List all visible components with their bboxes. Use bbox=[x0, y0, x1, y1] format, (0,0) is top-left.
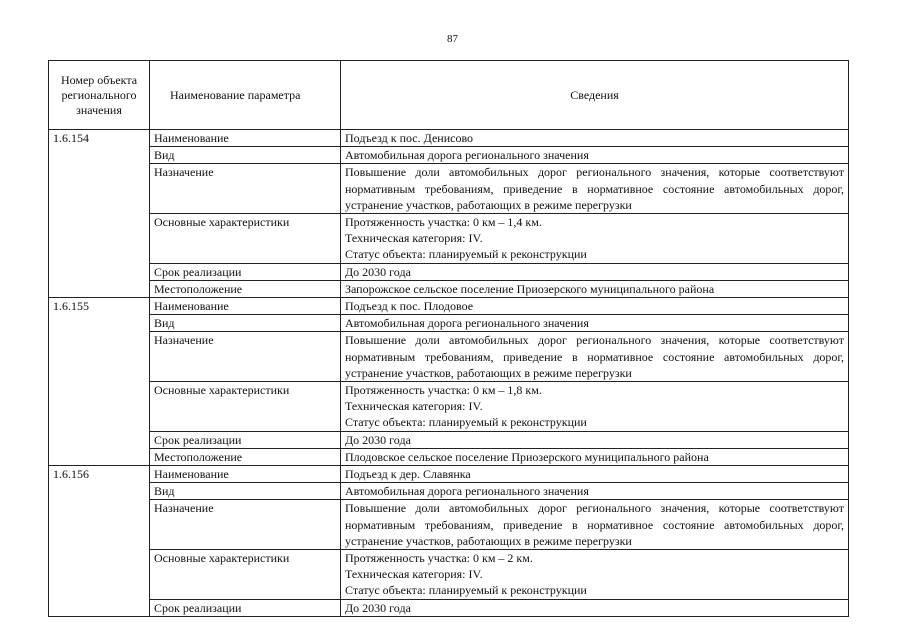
param-label: Вид bbox=[150, 315, 341, 332]
characteristic-line: Протяженность участка: 0 км – 2 км. bbox=[345, 551, 533, 566]
param-label: Вид bbox=[150, 483, 341, 500]
param-value: Повышение доли автомобильных дорог регионального значения, которые соответствуют нормативным требованиям, приведение в нормативное состояние автомобильных дорог, устранение участков, работающих в режиме перегрузки bbox=[341, 164, 849, 214]
characteristic-line: Статус объекта: планируемый к реконструкции bbox=[345, 415, 587, 430]
table-row bbox=[49, 164, 849, 214]
page-number: 87 bbox=[447, 33, 458, 45]
param-value: Подъезд к пос. Плодовое bbox=[341, 298, 849, 315]
param-label: Местоположение bbox=[150, 280, 341, 297]
param-value: Подъезд к пос. Денисово bbox=[341, 130, 849, 147]
param-value: Подъезд к дер. Славянка bbox=[341, 466, 849, 483]
table-row bbox=[49, 448, 849, 465]
table-row bbox=[49, 263, 849, 280]
header-details: Сведения bbox=[341, 61, 849, 130]
param-label: Вид bbox=[150, 147, 341, 164]
param-label: Основные характеристики bbox=[150, 550, 341, 600]
table-row bbox=[49, 483, 849, 500]
param-label: Срок реализации bbox=[150, 599, 341, 616]
param-value bbox=[341, 550, 849, 600]
table-row bbox=[49, 466, 849, 483]
table-row bbox=[49, 298, 849, 315]
param-value: Повышение доли автомобильных дорог регионального значения, которые соответствуют нормативным требованиям, приведение в нормативное состояние автомобильных дорог, устранение участков, работающих в режиме перегрузки bbox=[341, 332, 849, 382]
param-value: Запорожское сельское поселение Приозерского муниципального района bbox=[341, 280, 849, 297]
param-value: Автомобильная дорога регионального значения bbox=[341, 315, 849, 332]
table-row bbox=[49, 500, 849, 550]
table-row bbox=[49, 214, 849, 264]
table-header-row bbox=[49, 61, 849, 130]
characteristic-line: Техническая категория: IV. bbox=[345, 231, 483, 246]
param-label: Срок реализации bbox=[150, 431, 341, 448]
table-row bbox=[49, 332, 849, 382]
object-number: 1.6.155 bbox=[49, 298, 150, 466]
characteristic-line: Техническая категория: IV. bbox=[345, 567, 483, 582]
table-row bbox=[49, 280, 849, 297]
object-number: 1.6.156 bbox=[49, 466, 150, 617]
characteristic-line: Техническая категория: IV. bbox=[345, 399, 483, 414]
regional-objects-table bbox=[48, 60, 849, 617]
table-row bbox=[49, 147, 849, 164]
table-row bbox=[49, 382, 849, 432]
param-label: Назначение bbox=[150, 164, 341, 214]
param-label: Срок реализации bbox=[150, 263, 341, 280]
characteristic-line: Статус объекта: планируемый к реконструкции bbox=[345, 247, 587, 262]
table-row bbox=[49, 550, 849, 600]
param-value: Повышение доли автомобильных дорог регионального значения, которые соответствуют нормативным требованиям, приведение в нормативное состояние автомобильных дорог, устранение участков, работающих в режиме перегрузки bbox=[341, 500, 849, 550]
param-value bbox=[341, 382, 849, 432]
param-value: Плодовское сельское поселение Приозерского муниципального района bbox=[341, 448, 849, 465]
object-number: 1.6.154 bbox=[49, 130, 150, 298]
param-label: Назначение bbox=[150, 500, 341, 550]
param-label: Местоположение bbox=[150, 448, 341, 465]
table-row bbox=[49, 315, 849, 332]
header-object-number: Номер объекта регионального значения bbox=[49, 61, 150, 130]
param-label: Наименование bbox=[150, 298, 341, 315]
param-label: Наименование bbox=[150, 466, 341, 483]
param-value: Автомобильная дорога регионального значения bbox=[341, 483, 849, 500]
param-value: Автомобильная дорога регионального значения bbox=[341, 147, 849, 164]
header-parameter-name: Наименование параметра bbox=[150, 61, 341, 130]
param-value: До 2030 года bbox=[341, 263, 849, 280]
characteristic-line: Статус объекта: планируемый к реконструкции bbox=[345, 583, 587, 598]
table-row bbox=[49, 130, 849, 147]
param-label: Основные характеристики bbox=[150, 214, 341, 264]
param-label: Назначение bbox=[150, 332, 341, 382]
param-value: До 2030 года bbox=[341, 599, 849, 616]
param-label: Основные характеристики bbox=[150, 382, 341, 432]
characteristic-line: Протяженность участка: 0 км – 1,8 км. bbox=[345, 383, 542, 398]
table-row bbox=[49, 431, 849, 448]
table-row bbox=[49, 599, 849, 616]
param-value bbox=[341, 214, 849, 264]
param-value: До 2030 года bbox=[341, 431, 849, 448]
param-label: Наименование bbox=[150, 130, 341, 147]
characteristic-line: Протяженность участка: 0 км – 1,4 км. bbox=[345, 215, 542, 230]
